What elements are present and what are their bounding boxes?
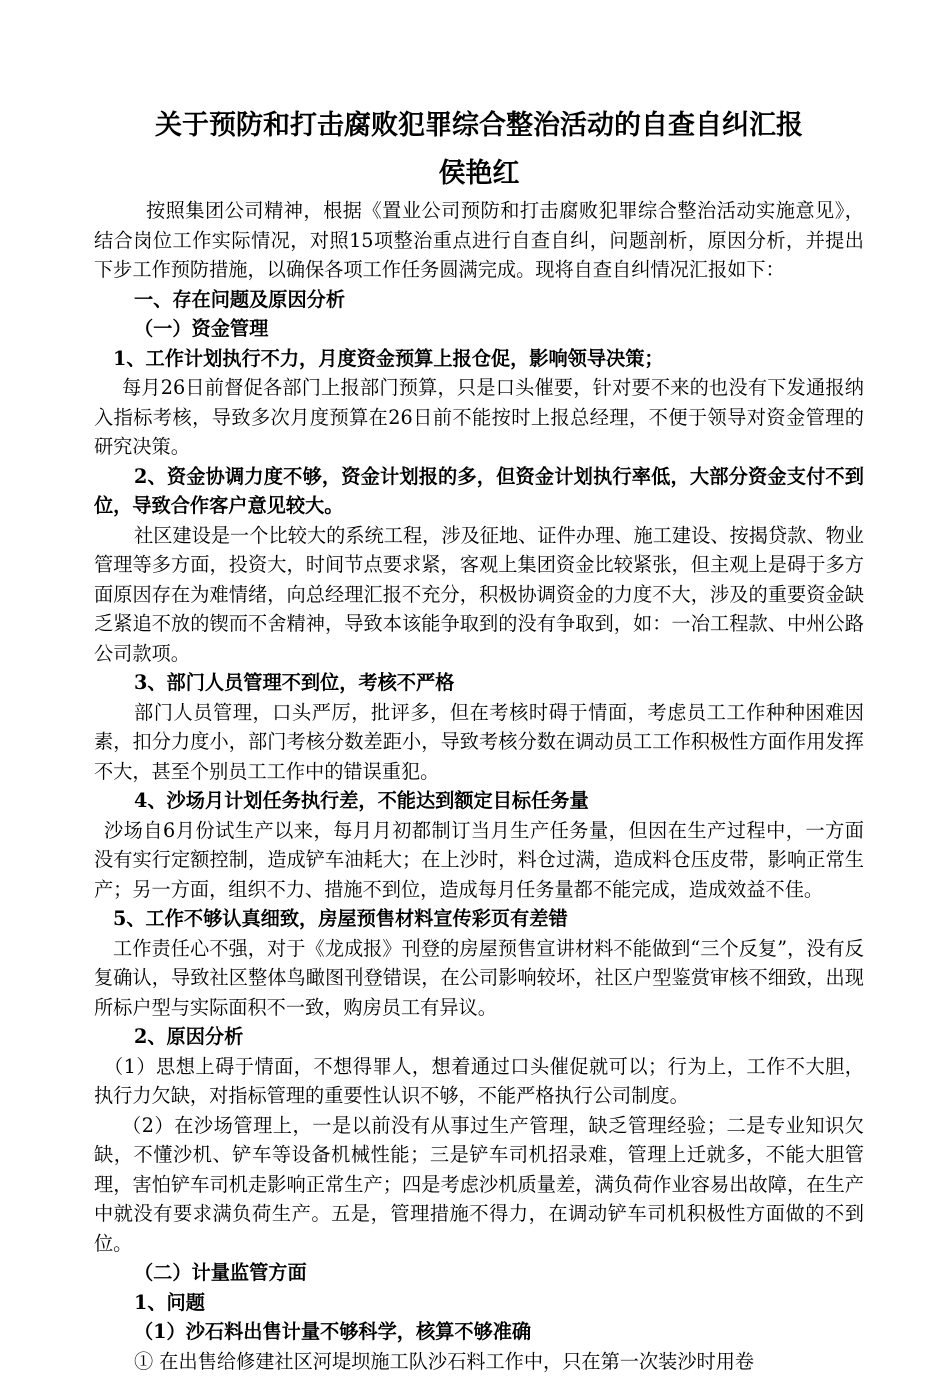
issue-heading-5: 5、工作不够认真细致，房屋预售材料宣传彩页有差错 (94, 904, 864, 934)
subsection-heading-funds: （一）资金管理 (94, 314, 864, 344)
document-page (94, 104, 864, 1376)
issue-heading-2: 2、资金协调力度不够，资金计划报的多，但资金计划执行率低，大部分资金支付不到位，导致合作客户意见较大。 (94, 462, 864, 521)
section-heading-1: 一、存在问题及原因分析 (94, 285, 864, 315)
cause-body-2: （2）在沙场管理上，一是以前没有从事过生产管理，缺乏管理经验；二是专业知识欠缺，不懂沙机、铲车等设备机械性能；三是铲车司机招录难，管理上迁就多，不能大胆管理，害怕铲车司机走影响正常生产；四是考虑沙机质量差，满负荷作业容易出故障，在生产中就没有要求满负荷生产。五是，管理措施不得力，在调动铲车司机积极性方面做的不到位。 (94, 1111, 864, 1259)
issue-heading-1: 1、工作计划执行不力，月度资金预算上报仓促，影响领导决策； (94, 344, 864, 374)
cause-body-1: （1）思想上碍于情面，不想得罪人，想着通过口头催促就可以；行为上，工作不大胆，执行力欠缺，对指标管理的重要性认识不够，不能严格执行公司制度。 (94, 1052, 864, 1111)
problem-item-1-heading: （1）沙石料出售计量不够科学，核算不够准确 (94, 1317, 864, 1347)
cause-heading: 2、原因分析 (94, 1022, 864, 1052)
issue-heading-3: 3、部门人员管理不到位，考核不严格 (94, 668, 864, 698)
document-title: 关于预防和打击腐败犯罪综合整治活动的自查自纠汇报 (94, 104, 864, 148)
issue-body-3: 部门人员管理，口头严厉，批评多，但在考核时碍于情面，考虑员工工作种种困难因素，扣分力度小，部门考核分数差距小，导致考核分数在调动员工工作积极性方面作用发挥不大，甚至个别员工工作中的错误重犯。 (94, 698, 864, 787)
issue-body-4: 沙场自6月份试生产以来，每月月初都制订当月生产任务量，但因在生产过程中，一方面没有实行定额控制，造成铲车油耗大；在上沙时，料仓过满，造成料仓压皮带，影响正常生产；另一方面，组织不力、措施不到位，造成每月任务量都不能完成，造成效益不佳。 (94, 816, 864, 905)
issue-body-1: 每月26日前督促各部门上报部门预算，只是口头催要，针对要不来的也没有下发通报纳入指标考核，导致多次月度预算在26日前不能按时上报总经理，不便于领导对资金管理的研究决策。 (94, 373, 864, 462)
issue-body-2: 社区建设是一个比较大的系统工程，涉及征地、证件办理、施工建设、按揭贷款、物业管理等多方面，投资大，时间节点要求紧，客观上集团资金比较紧张，但主观上是碍于多方面原因存在为难情绪，向总经理汇报不充分，积极协调资金的力度不大，涉及的重要资金缺乏紧追不放的锲而不舍精神，导致本该能争取到的没有争取到，如：一冶工程款、中州公路公司款项。 (94, 521, 864, 669)
problem-heading: 1、问题 (94, 1288, 864, 1318)
issue-heading-4: 4、沙场月计划任务执行差，不能达到额定目标任务量 (94, 786, 864, 816)
problem-item-1-body: ① 在出售给修建社区河堤坝施工队沙石料工作中，只在第一次装沙时用卷 (94, 1347, 864, 1376)
subsection-heading-metering: （二）计量监管方面 (94, 1258, 864, 1288)
intro-paragraph: 按照集团公司精神，根据《置业公司预防和打击腐败犯罪综合整治活动实施意见》，结合岗位工作实际情况，对照15项整治重点进行自查自纠，问题剖析，原因分析，并提出下步工作预防措施，以确保各项工作任务圆满完成。现将自查自纠情况汇报如下： (94, 196, 864, 285)
document-author: 侯艳红 (94, 152, 864, 196)
issue-body-5: 工作责任心不强，对于《龙成报》刊登的房屋预售宣讲材料不能做到“三个反复”，没有反复确认，导致社区整体鸟瞰图刊登错误，在公司影响较坏，社区户型鉴赏审核不细致，出现所标户型与实际面积不一致，购房员工有异议。 (94, 934, 864, 1023)
